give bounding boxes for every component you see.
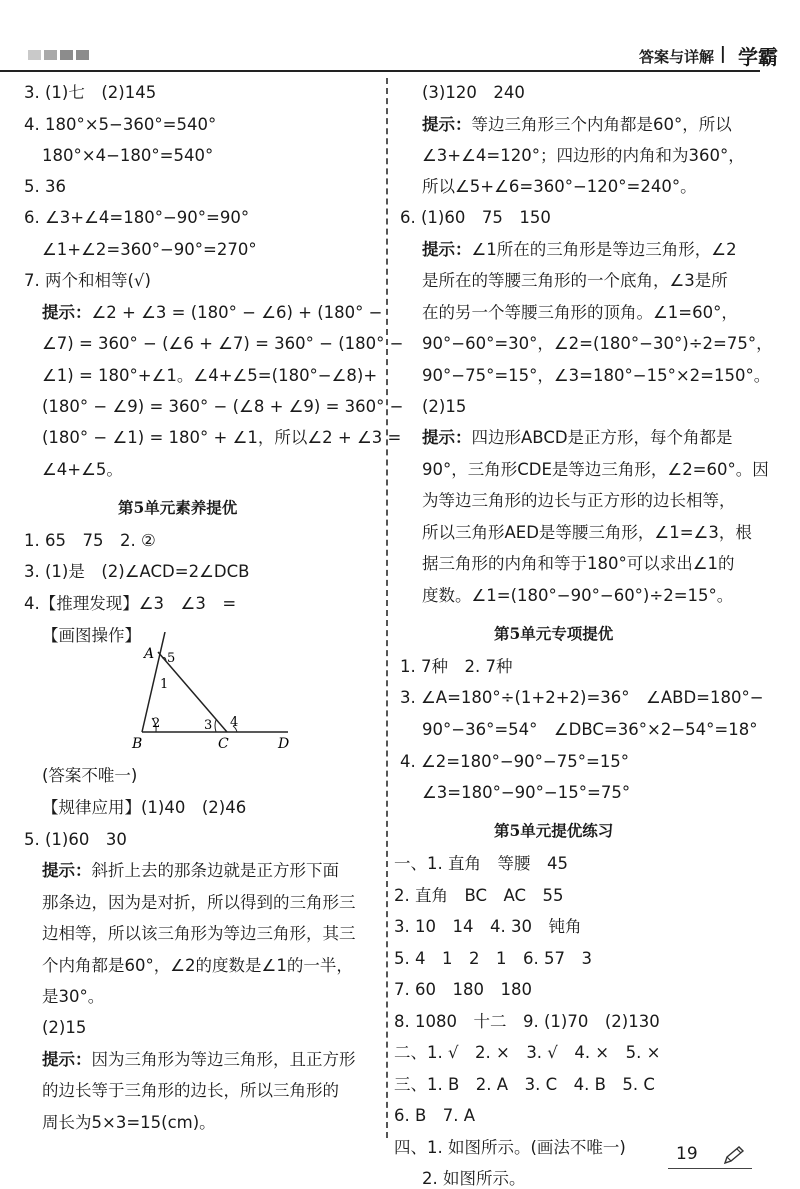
answer-line: 90°−36°=54° ∠DBC=36°×2−54°=18° xyxy=(422,720,758,739)
angle-3: 3 xyxy=(204,718,213,733)
answer-line: 是所在的等腰三角形的一个底角，∠3是所 xyxy=(422,271,728,290)
answer-line: 8. 1080 十二 9. (1)70 (2)130 xyxy=(394,1012,660,1031)
answer-line: 【规律应用】(1)40 (2)46 xyxy=(42,798,247,817)
answer-line: 三、1. B 2. A 3. C 4. B 5. C xyxy=(394,1075,655,1094)
answer-line: (180° − ∠9) = 360° − (∠8 + ∠9) = 360° − xyxy=(42,397,404,416)
answer-line: 3. (1)是 (2)∠ACD=2∠DCB xyxy=(24,562,250,581)
answer-line: 3. 10 14 4. 30 钝角 xyxy=(394,917,582,936)
angle-2: 2 xyxy=(152,716,161,731)
arc-3 xyxy=(215,720,216,732)
section-heading: 第5单元素养提优 xyxy=(118,498,238,517)
hint-line: 提示：四边形ABCD是正方形，每个角都是 xyxy=(422,428,733,447)
answer-line: 周长为5×3=15(cm)。 xyxy=(42,1113,216,1132)
header-title: 答案与详解 xyxy=(638,48,714,66)
hint-label: 提示： xyxy=(422,428,472,447)
answer-line: 5. 36 xyxy=(24,177,66,196)
answer-line: (3)120 240 xyxy=(422,83,525,102)
answer-line: (答案不唯一) xyxy=(42,766,138,785)
answer-line: 在的另一个等腰三角形的顶角。∠1=60°， xyxy=(422,303,738,322)
section-heading: 第5单元提优练习 xyxy=(494,821,614,840)
angle-figure xyxy=(130,632,300,752)
answer-line: 6. ∠3+∠4=180°−90°=90° xyxy=(24,208,250,227)
answer-line: 四、1. 如图所示。(画法不唯一) xyxy=(394,1138,626,1157)
point-b: B xyxy=(132,736,143,752)
header-rule xyxy=(0,70,760,72)
answer-line: 为等边三角形的边长与正方形的边长相等， xyxy=(422,491,736,510)
answer-line: 1. 65 75 2. ② xyxy=(24,531,156,550)
answer-line: ∠3=180°−90°−15°=75° xyxy=(422,783,631,802)
answer-line: ∠4+∠5。 xyxy=(42,460,123,479)
hint-label: 提示： xyxy=(42,303,92,322)
answer-line: (2)15 xyxy=(42,1018,87,1037)
answer-line: 度数。∠1=(180°−90°−60°)÷2=15°。 xyxy=(422,586,734,605)
answer-line: 二、1. √ 2. × 3. √ 4. × 5. × xyxy=(394,1043,661,1062)
hint-line: 提示：等边三角形三个内角都是60°，所以 xyxy=(422,115,732,134)
page-header xyxy=(0,0,800,72)
answer-line: (2)15 xyxy=(422,397,467,416)
answer-line: 4. ∠2=180°−90°−75°=15° xyxy=(400,752,630,771)
answer-line: 2. 如图所示。 xyxy=(422,1169,526,1188)
answer-line: 4. 180°×5−360°=540° xyxy=(24,115,217,134)
angle-1: 1 xyxy=(160,677,169,692)
answer-line: 个内角都是60°，∠2的度数是∠1的一半， xyxy=(42,956,353,975)
answer-line: 5. 4 1 2 1 6. 57 3 xyxy=(394,949,592,968)
answer-line: 7. 60 180 180 xyxy=(394,980,532,999)
answer-line: 180°×4−180°=540° xyxy=(42,146,214,165)
answer-line: 3. (1)七 (2)145 xyxy=(24,83,157,102)
angle-4: 4 xyxy=(230,715,239,730)
footer-rule xyxy=(668,1168,752,1169)
pencil-icon xyxy=(722,1146,748,1166)
answer-line: ∠1) = 180°+∠1。∠4+∠5=(180°−∠8)+ xyxy=(42,366,378,385)
answer-line: 90°−60°=30°，∠2=(180°−30°)÷2=75°， xyxy=(422,334,773,353)
column-divider xyxy=(386,78,388,1138)
answer-line: (180° − ∠1) = 180° + ∠1，所以∠2 + ∠3 = xyxy=(42,428,402,447)
answer-line: 边相等，所以该三角形为等边三角形，其三 xyxy=(42,924,356,943)
answer-line: 所以∠5+∠6=360°−120°=240°。 xyxy=(422,177,697,196)
answer-line: 【画图操作】 xyxy=(42,626,141,645)
answer-line: 90°−75°=15°，∠3=180°−15°×2=150°。 xyxy=(422,366,771,385)
header-separator: | xyxy=(719,44,726,64)
answer-line: 90°，三角形CDE是等边三角形，∠2=60°。因 xyxy=(422,460,769,479)
hint-label: 提示： xyxy=(42,861,92,880)
answer-line: 是30°。 xyxy=(42,987,105,1006)
answer-line: ∠3+∠4=120°；四边形的内角和为360°， xyxy=(422,146,745,165)
hint-line: 提示：∠1所在的三角形是等边三角形，∠2 xyxy=(422,240,737,259)
answer-line: 6. B 7. A xyxy=(394,1106,476,1125)
point-a: A xyxy=(144,646,155,662)
section-heading: 第5单元专项提优 xyxy=(494,624,614,643)
page-number: 19 xyxy=(676,1144,698,1164)
angle-5: 5 xyxy=(167,651,176,666)
answer-line: 2. 直角 BC AC 55 xyxy=(394,886,564,905)
hint-label: 提示： xyxy=(42,1050,92,1069)
hint-label: 提示： xyxy=(422,115,472,134)
answer-line: 1. 7种 2. 7种 xyxy=(400,657,513,676)
point-d: D xyxy=(278,736,290,752)
brand-logo: 学霸 xyxy=(738,45,778,69)
answer-line: 一、1. 直角 等腰 45 xyxy=(394,854,568,873)
header-decoration xyxy=(28,50,89,60)
answer-line: 所以三角形AED是等腰三角形，∠1=∠3，根 xyxy=(422,523,752,542)
hint-line: 提示：因为三角形为等边三角形，且正方形 xyxy=(42,1050,356,1069)
answer-line: 那条边，因为是对折，所以得到的三角形三 xyxy=(42,893,356,912)
point-c: C xyxy=(218,736,229,752)
answer-line: 5. (1)60 30 xyxy=(24,830,127,849)
answer-line: ∠1+∠2=360°−90°=270° xyxy=(42,240,257,259)
answer-line: 6. (1)60 75 150 xyxy=(400,208,551,227)
hint-line: 提示：斜折上去的那条边就是正方形下面 xyxy=(42,861,339,880)
answer-line: ∠7) = 360° − (∠6 + ∠7) = 360° − (180° − xyxy=(42,334,404,353)
hint-label: 提示： xyxy=(422,240,472,259)
answer-line: 7. 两个和相等(√) xyxy=(24,271,151,290)
answer-line: 据三角形的内角和等于180°可以求出∠1的 xyxy=(422,554,735,573)
answer-line: 的边长等于三角形的边长，所以三角形的 xyxy=(42,1081,339,1100)
hint-line: 提示：∠2 + ∠3 = (180° − ∠6) + (180° − xyxy=(42,303,383,322)
answer-line: 3. ∠A=180°÷(1+2+2)=36° ∠ABD=180°− xyxy=(400,688,764,707)
answer-line: 4.【推理发现】∠3 ∠3 = xyxy=(24,594,237,613)
